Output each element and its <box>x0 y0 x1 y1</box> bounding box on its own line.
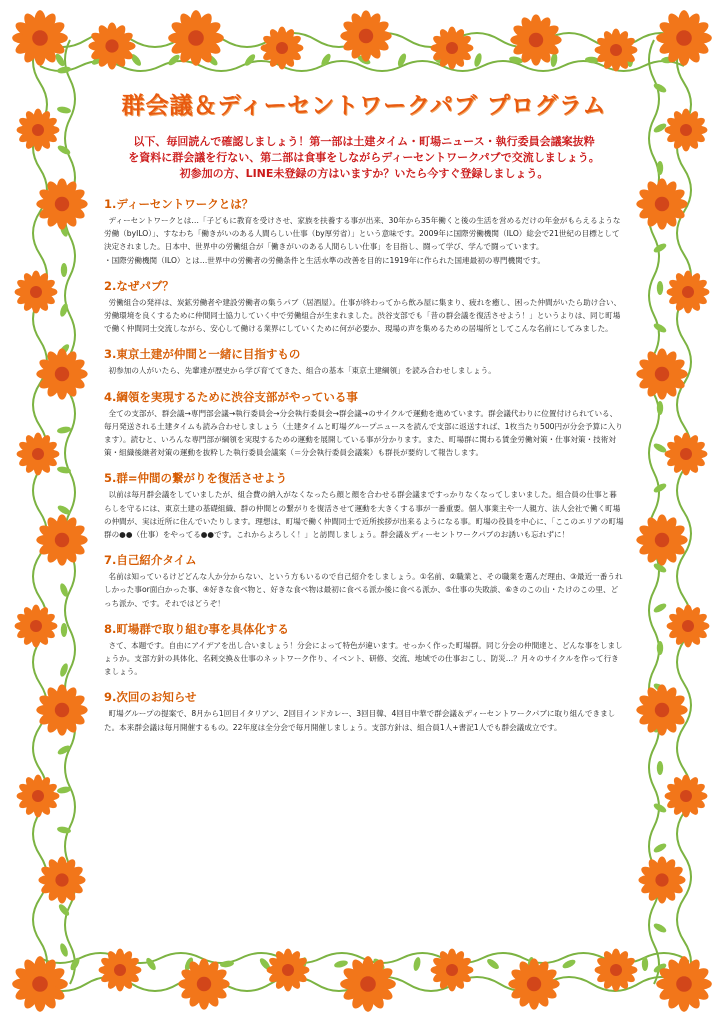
leaf-icon <box>61 623 67 637</box>
green-vine-icon <box>677 40 691 984</box>
section-heading: 1.ディーセントワークとは？ <box>104 197 254 211</box>
orange-flower-icon <box>667 605 710 648</box>
leaf-icon <box>412 956 421 971</box>
section-action-plan <box>104 621 624 679</box>
section-paragraph: 全ての支部が、群会議→専門部会議→執行委員会→分会執行委員会→群会議→のサイクルで運動を進めています。群会議代わりに位置付けられている、毎月発送される土建タイムも読み合わせしましょう（土建タイムと町場グループニュースを読んで支部に返送すれば、1枚当たり500円が分会予算に入ります）。読むと、いろんな専門部が綱領を実現するための運動を展開している事が分かります。また、町場群に関わる賃金労働対策・仕事対策・技術対策・組織後継者対策の運動を抜粋した執行委員会議案（＝分会執行委員会議案）も群長が要約して報告します。 <box>104 408 623 458</box>
orange-flower-icon <box>636 514 687 565</box>
leaf-icon <box>167 53 182 67</box>
leaf-icon <box>652 82 667 95</box>
section-paragraph: 以前は毎月群会議をしていましたが、組合費の納入がなくなったら顔と顔を合わせる群会議まですっかりなくなってしまいました。組合員の仕事と暮らしを守るには、東京土建の基礎組織、群の仲間との繋がりを復活させて運動を大きくする事が一番重要。個人事業主や一人親方、法人会社で働く町場の仲間が、実は近所に住んでいたりします。理想は、町場で働く仲間同士で近所挨拶が出来るようになる事。町場の役員を中心に、「ここのエリアの町場群の●●（仕事）をやってる●●です。これからよろしく！」と訪問しましょう。群会議＆ディーセントワークパブのお誘いも忘れずに！ <box>104 490 624 540</box>
intro-line: 初参加の方、LINE未登録の方はいますか？いたら今すぐ登録しましょう。 <box>179 167 549 180</box>
leaf-icon <box>561 958 576 970</box>
leaf-icon <box>657 641 663 655</box>
intro-text <box>104 134 624 182</box>
leaf-icon <box>57 66 72 75</box>
section-paragraph: ・国際労働機関（ILO）とは…世界中の労働者の労働条件と生活水準の改善を目的に1919年に作られた国連最初の専門機関です。 <box>104 255 545 265</box>
leaf-icon <box>652 122 667 135</box>
leaf-icon <box>657 161 663 175</box>
section-heading: 9.次回のお知らせ <box>104 690 197 705</box>
orange-flower-icon <box>508 958 559 1009</box>
section-next-notice <box>104 689 624 733</box>
orange-flower-icon <box>340 10 391 61</box>
leaf-icon <box>57 106 72 115</box>
section-paragraph: 町場グループの提案で、8月から1回目イタリアン、2回目インドカレー、3回目韓、4回目中華で群会議＆ディーセントワークパブに取り組んできました。本来群会議は毎月開催するもの。22年度は全分会で毎月開催しましょう。支部方針は、組合員1人+書記1人でも群会議成立です。 <box>104 709 616 732</box>
orange-flower-icon <box>595 949 638 992</box>
leaf-icon <box>508 55 523 64</box>
leaf-icon <box>59 942 70 957</box>
section-heading: 4.綱領を実現するために渋谷支部がやっている事 <box>104 389 358 404</box>
section-why-pub <box>104 278 624 336</box>
orange-flower-icon <box>17 775 60 818</box>
orange-flower-icon <box>17 433 60 476</box>
leaf-icon <box>652 602 667 615</box>
section-heading: 8.町場群で取り組む事を具体化する <box>104 621 289 636</box>
leaf-icon <box>473 52 483 67</box>
section-branch-activities <box>104 389 624 460</box>
orange-flower-icon <box>636 178 687 229</box>
leaf-icon <box>652 922 667 935</box>
orange-flower-icon <box>38 856 85 903</box>
leaf-icon <box>550 53 558 68</box>
leaf-icon <box>652 842 667 855</box>
orange-flower-icon <box>638 856 685 903</box>
section-paragraph: 名前は知っているけどどんな人か分からない、という方もいるので自己紹介をしましょう。①名前、②職業と、その職業を選んだ理由、③最近一番うれしかった事or面白かった事、④好きな食べ物と、好きな食べ物は最初に食べる派か後に食べる派か、⑤仕事の失敗談、⑥きのこの山・たけのこの里、どっち派か、です。それではどうぞ！ <box>104 572 623 608</box>
leaf-icon <box>486 957 501 971</box>
leaf-icon <box>657 281 663 295</box>
orange-flower-icon <box>15 605 58 648</box>
orange-flower-icon <box>15 271 58 314</box>
section-paragraph: 労働組合の発祥は、炭鉱労働者や建設労働者の集うパブ（居酒屋）。仕事が終わってから飲み屋に集まり、疲れを癒し、困った仲間がいたら助け合い、労働環境を良くするために仲間同士協力していく中で労働組合が生まれました。渋谷支部でも「昔の群会議を復活させよう！」というよりは、同じ町場で働く仲間同士交流しながら、安心して働ける業界にしていくために何が必要か、現場の声を集めるための居場所としてこんな名前にしてみました。 <box>104 297 622 334</box>
orange-flower-icon <box>36 178 87 229</box>
orange-flower-icon <box>665 109 708 152</box>
orange-flower-icon <box>667 271 710 314</box>
section-heading: 5.群=仲間の繋がりを復活させよう <box>104 471 288 486</box>
section-decent-work <box>104 196 624 267</box>
orange-flower-icon <box>340 956 396 1012</box>
leaf-icon <box>333 959 348 969</box>
section-heading: 7.自己紹介タイム <box>104 553 197 568</box>
leaf-icon <box>61 263 67 277</box>
leaf-icon <box>657 401 663 415</box>
section-paragraph: 初参加の人がいたら、先輩達が歴史から学び育ててきた、組合の基本「東京土建綱領」を読み合わせしましょう。 <box>108 366 496 376</box>
section-revive-connections <box>104 470 624 541</box>
intro-line: を資料に群会議を行ない、第二部は食事をしながらディーセントワークパブで交流しましょう。 <box>128 151 600 164</box>
orange-flower-icon <box>636 684 687 735</box>
leaf-icon <box>144 956 157 971</box>
document-content <box>104 92 624 745</box>
leaf-icon <box>652 802 667 815</box>
orange-flower-icon <box>665 433 708 476</box>
leaf-icon <box>657 761 663 775</box>
orange-flower-icon <box>17 109 60 152</box>
section-paragraph: さて、本題です。自由にアイデアを出し合いましょう！分会によって特色が違います。せっかく作った町場群。同じ分会の仲間達と、どんな事をしましょうか。支部方針の具体化、名刺交換＆仕事のネットワーク作り、イベント、研修、交流、地域での仕事おこし、防災…？月々のサイクルを作って行きましょう。 <box>104 640 623 677</box>
section-heading: 2.なぜパブ？ <box>104 278 174 293</box>
leaf-icon <box>642 957 648 971</box>
section-goals <box>104 346 624 377</box>
orange-flower-icon <box>36 348 87 399</box>
leaf-icon <box>652 242 667 255</box>
section-heading: 3.東京土建が仲間と一緒に目指すもの <box>104 347 301 362</box>
section-paragraph: ディーセントワークとは…「子どもに教育を受けさせ、家族を扶養する事が出来、30年から35年働くと後の生活を営めるだけの年金がもらえるような労働（byILO）」、すなわち「働きがいのある人間らしい仕事（by厚労省）」という意味です。2009年に国際労働機関（ILO）総会で21世紀の目標として決定されました。日本中、世界中の労働組合が「働きがいのある人間らしい仕事」を目指し、闘って学び、学んで闘っています。 <box>104 216 621 252</box>
orange-flower-icon <box>665 775 708 818</box>
leaf-icon <box>652 322 667 335</box>
section-self-introduction <box>104 552 624 610</box>
green-vine-icon <box>33 40 47 984</box>
document-title: 群会議＆ディーセントワークパブ プログラム <box>121 93 607 119</box>
orange-flower-icon <box>12 956 68 1012</box>
intro-line: 以下、毎回読んで確認しましょう！第一部は土建タイム・町場ニュース・執行委員会議案抜粋 <box>133 135 595 148</box>
leaf-icon <box>396 52 408 67</box>
